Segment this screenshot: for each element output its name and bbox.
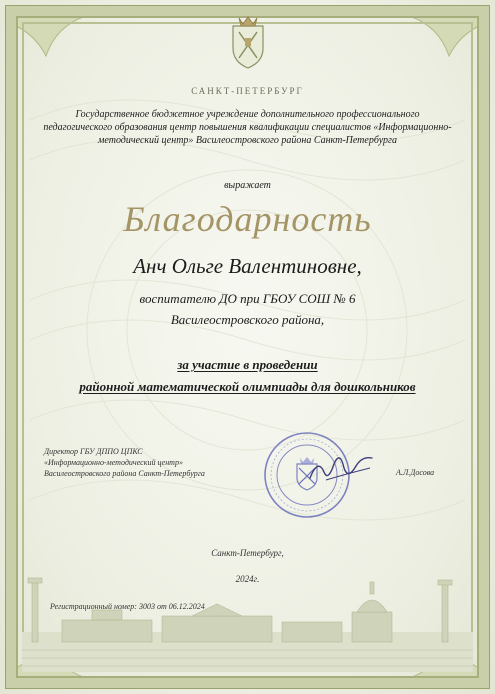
director-title [44,446,205,479]
expresses-text: выражает [224,180,271,191]
st-petersburg-skyline [22,572,473,672]
award-reason [0,354,495,398]
registration-number: Регистрационный номер: 3003 от 06.12.2024 [50,602,205,611]
city-header: САНКТ-ПЕТЕРБУРГ [191,86,304,96]
certificate-title: Благодарность [123,199,372,239]
signer-name: А.Л.Досова [396,468,435,477]
reason-line-2: районной математической олимпиады для дошкольников [79,379,416,394]
handwritten-signature [306,450,376,490]
reason-line-1: за участие в проведении [177,357,318,372]
position-line-1: воспитателю ДО при ГБОУ СОШ № 6 [139,291,356,306]
footer-city: Санкт-Петербург, [211,548,284,558]
director-line-1: Директор ГБУ ДППО ЦПКС [44,447,143,456]
director-line-2: «Информационно-методический центр» [44,458,183,467]
organization-name: Государственное бюджетное учреждение дополнительного профессионального педагогического образования центр повышения квалификации специалистов «Информационно-методический центр» Василеостровского района Санкт-Петербурга [43,109,452,146]
recipient-name: Анч Ольге Валентиновне, [133,254,362,278]
position-line-2: Василеостровского района, [170,312,325,327]
recipient-position [0,288,495,330]
coat-of-arms-icon [227,14,269,74]
footer-year: 2024г. [235,574,260,584]
director-line-3: Василеостровского района Санкт-Петербурга [44,469,205,478]
